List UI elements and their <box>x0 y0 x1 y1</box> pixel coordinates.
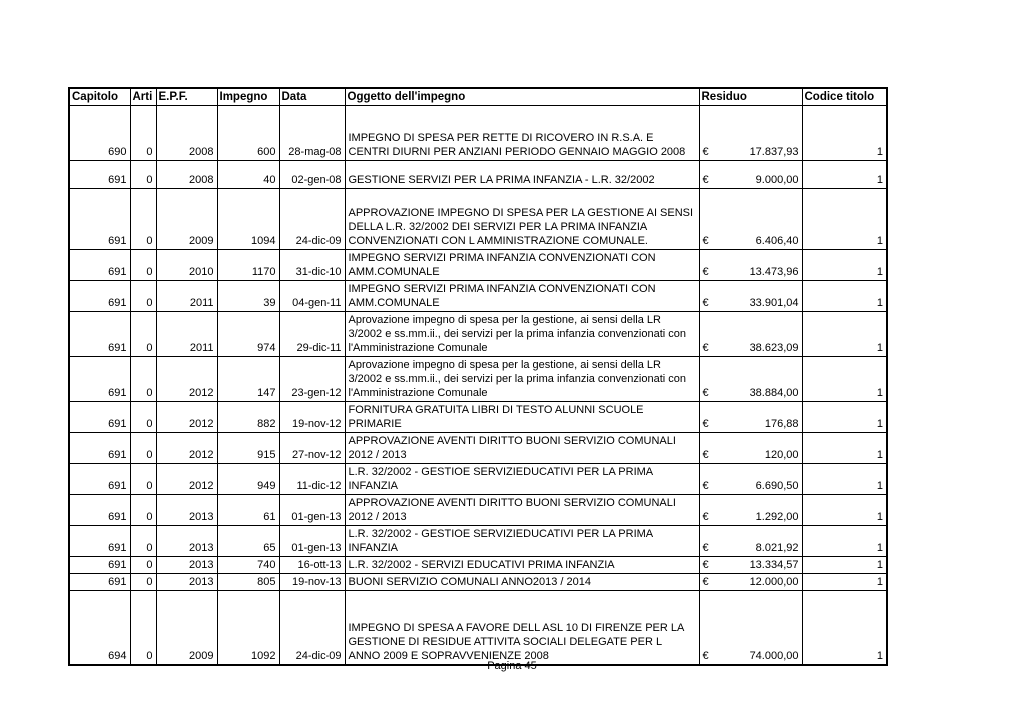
cell-arti: 0 <box>130 433 156 464</box>
cell-codice-titolo: 1 <box>802 250 887 281</box>
cell-oggetto: Aprovazione impegno di spesa per la gestione, ai sensi della LR 3/2002 e ss.mm.ii., dei servizi per la prima infanzia convenzionati con l'Amministrazione Comunale <box>345 312 699 357</box>
cell-arti: 0 <box>130 312 156 357</box>
cell-capitolo: 691 <box>69 464 130 495</box>
cell-impegno: 65 <box>217 526 279 557</box>
euro-symbol: € <box>702 235 709 247</box>
residuo-amount: 176,88 <box>764 418 799 430</box>
cell-capitolo: 694 <box>69 591 130 666</box>
header-row <box>69 88 887 106</box>
cell-impegno: 805 <box>217 574 279 591</box>
cell-codice-titolo: 1 <box>802 161 887 189</box>
cell-oggetto: IMPEGNO SERVIZI PRIMA INFANZIA CONVENZIONATI CON AMM.COMUNALE <box>345 281 699 312</box>
residuo-amount: 13.334,57 <box>749 559 799 571</box>
residuo-amount: 33.901,04 <box>749 297 799 309</box>
cell-capitolo: 690 <box>69 106 130 161</box>
residuo-amount: 6.406,40 <box>755 235 799 247</box>
residuo-amount: 38.623,09 <box>749 342 799 354</box>
cell-impegno: 61 <box>217 495 279 526</box>
residuo-amount: 38.884,00 <box>749 387 799 399</box>
cell-residuo <box>699 495 802 526</box>
cell-codice-titolo: 1 <box>802 357 887 402</box>
cell-impegno: 40 <box>217 161 279 189</box>
residuo-amount: 12.000,00 <box>749 576 799 588</box>
column-header-capitolo: Capitolo <box>69 88 130 106</box>
cell-data: 01-gen-13 <box>279 526 345 557</box>
cell-epf: 2012 <box>156 402 217 433</box>
cell-oggetto: APPROVAZIONE AVENTI DIRITTO BUONI SERVIZIO COMUNALI 2012 / 2013 <box>345 433 699 464</box>
cell-arti: 0 <box>130 250 156 281</box>
cell-capitolo: 691 <box>69 433 130 464</box>
residuo-amount: 9.000,00 <box>755 174 799 186</box>
cell-arti: 0 <box>130 106 156 161</box>
cell-epf: 2013 <box>156 495 217 526</box>
cell-capitolo: 691 <box>69 312 130 357</box>
cell-oggetto: FORNITURA GRATUITA LIBRI DI TESTO ALUNNI SCUOLE PRIMARIE <box>345 402 699 433</box>
cell-arti: 0 <box>130 574 156 591</box>
cell-oggetto: GESTIONE SERVIZI PER LA PRIMA INFANZIA - L.R. 32/2002 <box>345 161 699 189</box>
cell-data: 19-nov-12 <box>279 402 345 433</box>
residuo-amount: 8.021,92 <box>755 542 799 554</box>
table-row <box>69 557 887 574</box>
euro-symbol: € <box>702 387 709 399</box>
cell-residuo <box>699 402 802 433</box>
cell-impegno: 147 <box>217 357 279 402</box>
cell-codice-titolo: 1 <box>802 106 887 161</box>
column-header-epf: E.P.F. <box>156 88 217 106</box>
cell-codice-titolo: 1 <box>802 526 887 557</box>
cell-epf: 2011 <box>156 312 217 357</box>
cell-residuo <box>699 281 802 312</box>
residuo-amount: 74.000,00 <box>749 650 799 662</box>
cell-residuo <box>699 250 802 281</box>
cell-arti: 0 <box>130 591 156 666</box>
cell-codice-titolo: 1 <box>802 281 887 312</box>
cell-residuo <box>699 526 802 557</box>
euro-symbol: € <box>702 480 709 492</box>
euro-symbol: € <box>702 576 709 588</box>
cell-codice-titolo: 1 <box>802 591 887 666</box>
cell-capitolo: 691 <box>69 402 130 433</box>
cell-epf: 2012 <box>156 433 217 464</box>
cell-impegno: 974 <box>217 312 279 357</box>
column-header-codice-titolo: Codice titolo <box>802 88 887 106</box>
table-row <box>69 464 887 495</box>
cell-data: 02-gen-08 <box>279 161 345 189</box>
cell-data: 11-dic-12 <box>279 464 345 495</box>
cell-capitolo: 691 <box>69 281 130 312</box>
cell-oggetto: L.R. 32/2002 - GESTIOE SERVIZIEDUCATIVI PER LA PRIMA INFANZIA <box>345 464 699 495</box>
cell-codice-titolo: 1 <box>802 464 887 495</box>
residuo-amount: 17.837,93 <box>749 146 799 158</box>
table-row <box>69 574 887 591</box>
table-row <box>69 433 887 464</box>
residuo-amount: 6.690,50 <box>755 480 799 492</box>
cell-codice-titolo: 1 <box>802 557 887 574</box>
cell-epf: 2010 <box>156 250 217 281</box>
table-row <box>69 402 887 433</box>
cell-codice-titolo: 1 <box>802 495 887 526</box>
table-row <box>69 106 887 161</box>
cell-epf: 2009 <box>156 591 217 666</box>
cell-residuo <box>699 464 802 495</box>
cell-oggetto: Aprovazione impegno di spesa per la gestione, ai sensi della LR 3/2002 e ss.mm.ii., dei servizi per la prima infanzia convenzionati con l'Amministrazione Comunale <box>345 357 699 402</box>
table-row <box>69 250 887 281</box>
cell-data: 31-dic-10 <box>279 250 345 281</box>
euro-symbol: € <box>702 146 709 158</box>
cell-data: 27-nov-12 <box>279 433 345 464</box>
euro-symbol: € <box>702 342 709 354</box>
cell-impegno: 1094 <box>217 189 279 250</box>
cell-impegno: 1170 <box>217 250 279 281</box>
cell-impegno: 1092 <box>217 591 279 666</box>
page-number: Pagina 45 <box>487 660 537 672</box>
cell-oggetto: APPROVAZIONE IMPEGNO DI SPESA PER LA GESTIONE AI SENSI DELLA L.R. 32/2002 DEI SERVIZI PER LA PRIMA INFANZIA CONVENZIONATI CON L AMMINISTRAZIONE COMUNALE. <box>345 189 699 250</box>
cell-residuo <box>699 591 802 666</box>
cell-codice-titolo: 1 <box>802 433 887 464</box>
cell-arti: 0 <box>130 357 156 402</box>
cell-epf: 2008 <box>156 161 217 189</box>
table-row <box>69 312 887 357</box>
cell-arti: 0 <box>130 495 156 526</box>
cell-arti: 0 <box>130 161 156 189</box>
cell-oggetto: L.R. 32/2002 - GESTIOE SERVIZIEDUCATIVI PER LA PRIMA INFANZIA <box>345 526 699 557</box>
cell-epf: 2013 <box>156 557 217 574</box>
cell-residuo <box>699 189 802 250</box>
cell-residuo <box>699 106 802 161</box>
cell-epf: 2011 <box>156 281 217 312</box>
cell-data: 24-dic-09 <box>279 189 345 250</box>
euro-symbol: € <box>702 559 709 571</box>
euro-symbol: € <box>702 266 709 278</box>
residuo-amount: 120,00 <box>764 449 799 461</box>
cell-oggetto: L.R. 32/2002 - SERVIZI EDUCATIVI PRIMA INFANZIA <box>345 557 699 574</box>
cell-impegno: 39 <box>217 281 279 312</box>
table-row <box>69 189 887 250</box>
cell-data: 28-mag-08 <box>279 106 345 161</box>
cell-capitolo: 691 <box>69 557 130 574</box>
table-body <box>69 106 887 666</box>
cell-epf: 2009 <box>156 189 217 250</box>
cell-arti: 0 <box>130 464 156 495</box>
cell-capitolo: 691 <box>69 495 130 526</box>
cell-impegno: 915 <box>217 433 279 464</box>
cell-data: 23-gen-12 <box>279 357 345 402</box>
cell-codice-titolo: 1 <box>802 189 887 250</box>
cell-capitolo: 691 <box>69 574 130 591</box>
cell-codice-titolo: 1 <box>802 312 887 357</box>
euro-symbol: € <box>702 297 709 309</box>
cell-oggetto: IMPEGNO DI SPESA A FAVORE DELL ASL 10 DI FIRENZE PER LA GESTIONE DI RESIDUE ATTIVITA SOCIALI DELEGATE PER L ANNO 2009 E SOPRAVVENIENZE 2008 <box>345 591 699 666</box>
cell-capitolo: 691 <box>69 250 130 281</box>
column-header-oggetto: Oggetto dell'impegno <box>345 88 699 106</box>
impegni-table <box>68 87 888 666</box>
table-header <box>69 88 887 106</box>
cell-epf: 2013 <box>156 574 217 591</box>
cell-data: 04-gen-11 <box>279 281 345 312</box>
column-header-data: Data <box>279 88 345 106</box>
cell-impegno: 600 <box>217 106 279 161</box>
cell-data: 16-ott-13 <box>279 557 345 574</box>
euro-symbol: € <box>702 511 709 523</box>
table-row <box>69 495 887 526</box>
cell-data: 29-dic-11 <box>279 312 345 357</box>
column-header-arti: Arti <box>130 88 156 106</box>
cell-oggetto: IMPEGNO DI SPESA PER RETTE DI RICOVERO IN R.S.A. E CENTRI DIURNI PER ANZIANI PERIODO GENNAIO MAGGIO 2008 <box>345 106 699 161</box>
cell-residuo <box>699 357 802 402</box>
residuo-amount: 1.292,00 <box>755 511 799 523</box>
cell-data: 01-gen-13 <box>279 495 345 526</box>
cell-data: 24-dic-09 <box>279 591 345 666</box>
column-header-residuo: Residuo <box>699 88 802 106</box>
cell-arti: 0 <box>130 526 156 557</box>
cell-oggetto: APPROVAZIONE AVENTI DIRITTO BUONI SERVIZIO COMUNALI 2012 / 2013 <box>345 495 699 526</box>
euro-symbol: € <box>702 449 709 461</box>
residuo-amount: 13.473,96 <box>749 266 799 278</box>
cell-codice-titolo: 1 <box>802 402 887 433</box>
cell-epf: 2012 <box>156 464 217 495</box>
cell-capitolo: 691 <box>69 357 130 402</box>
cell-impegno: 882 <box>217 402 279 433</box>
cell-capitolo: 691 <box>69 161 130 189</box>
table-row <box>69 591 887 666</box>
euro-symbol: € <box>702 650 709 662</box>
cell-residuo <box>699 433 802 464</box>
table-row <box>69 357 887 402</box>
table-row <box>69 161 887 189</box>
cell-codice-titolo: 1 <box>802 574 887 591</box>
cell-data: 19-nov-13 <box>279 574 345 591</box>
cell-arti: 0 <box>130 402 156 433</box>
cell-oggetto: BUONI SERVIZIO COMUNALI ANNO2013 / 2014 <box>345 574 699 591</box>
cell-epf: 2008 <box>156 106 217 161</box>
euro-symbol: € <box>702 418 709 430</box>
cell-capitolo: 691 <box>69 189 130 250</box>
column-header-impegno: Impegno <box>217 88 279 106</box>
cell-arti: 0 <box>130 189 156 250</box>
cell-epf: 2013 <box>156 526 217 557</box>
table-row <box>69 526 887 557</box>
cell-oggetto: IMPEGNO SERVIZI PRIMA INFANZIA CONVENZIONATI CON AMM.COMUNALE <box>345 250 699 281</box>
cell-residuo <box>699 161 802 189</box>
cell-impegno: 949 <box>217 464 279 495</box>
euro-symbol: € <box>702 542 709 554</box>
cell-capitolo: 691 <box>69 526 130 557</box>
cell-residuo <box>699 557 802 574</box>
cell-impegno: 740 <box>217 557 279 574</box>
cell-residuo <box>699 574 802 591</box>
cell-arti: 0 <box>130 557 156 574</box>
table-row <box>69 281 887 312</box>
cell-epf: 2012 <box>156 357 217 402</box>
cell-residuo <box>699 312 802 357</box>
cell-arti: 0 <box>130 281 156 312</box>
euro-symbol: € <box>702 174 709 186</box>
